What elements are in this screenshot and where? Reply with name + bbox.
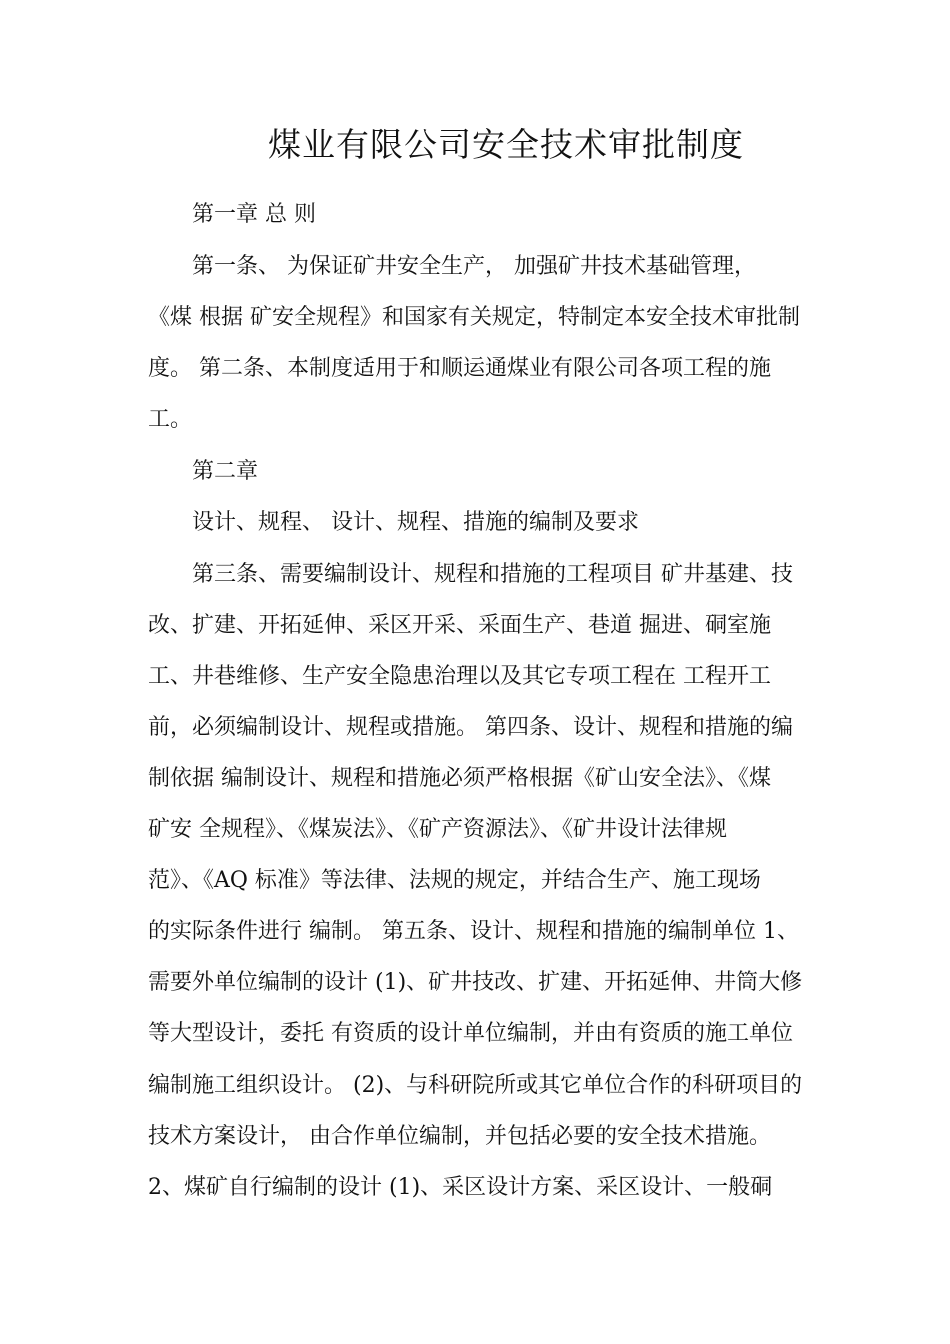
paragraph-line: 制依据 编制设计、规程和措施必须严格根据《矿山安全法》、《煤 <box>148 766 771 791</box>
paragraph-line: 编制施工组织设计。 (2)、与科研院所或其它单位合作的科研项目的 <box>148 1073 803 1098</box>
paragraph-line: 矿安 全规程》、《煤炭法》、《矿产资源法》、《矿井设计法律规 <box>148 817 727 842</box>
paragraph-line: 工。 <box>148 407 193 432</box>
paragraph-line: 度。 第二条、本制度适用于和顺运通煤业有限公司各项工程的施 <box>148 356 771 381</box>
chapter-heading: 第一章 总 则 <box>192 202 316 227</box>
paragraph-line: 的实际条件进行 编制。 第五条、设计、规程和措施的编制单位 1、 <box>148 919 799 944</box>
paragraph-line: 工、井巷维修、生产安全隐患治理以及其它专项工程在 工程开工 <box>148 664 771 689</box>
paragraph-line: 需要外单位编制的设计 (1)、矿井技改、扩建、开拓延伸、井筒大修 <box>148 970 803 995</box>
document-title: 煤业有限公司安全技术审批制度 <box>268 125 744 164</box>
section-heading: 设计、规程、 设计、规程、措施的编制及要求 <box>192 510 639 535</box>
paragraph-line: 等大型设计，委托 有资质的设计单位编制，并由有资质的施工单位 <box>148 1021 793 1046</box>
paragraph-line: 前，必须编制设计、规程或措施。 第四条、设计、规程和措施的编 <box>148 715 793 740</box>
chapter-heading: 第二章 <box>192 459 259 484</box>
paragraph-line: 改、扩建、开拓延伸、采区开采、采面生产、巷道 掘进、硐室施 <box>148 613 771 638</box>
paragraph-line: 技术方案设计， 由合作单位编制，并包括必要的安全技术措施。 <box>148 1124 771 1149</box>
paragraph-line: 第三条、需要编制设计、规程和措施的工程项目 矿井基建、技 <box>192 562 793 587</box>
paragraph-line: 《煤 根据 矿安全规程》和国家有关规定，特制定本安全技术审批制 <box>148 305 800 330</box>
paragraph-line: 第一条、 为保证矿井安全生产， 加强矿井技术基础管理， <box>192 254 756 279</box>
paragraph-line: 2、煤矿自行编制的设计 (1)、采区设计方案、采区设计、一般硐 <box>148 1175 773 1200</box>
paragraph-line: 范》、《AQ 标准》等法律、法规的规定，并结合生产、施工现场 <box>148 868 761 893</box>
